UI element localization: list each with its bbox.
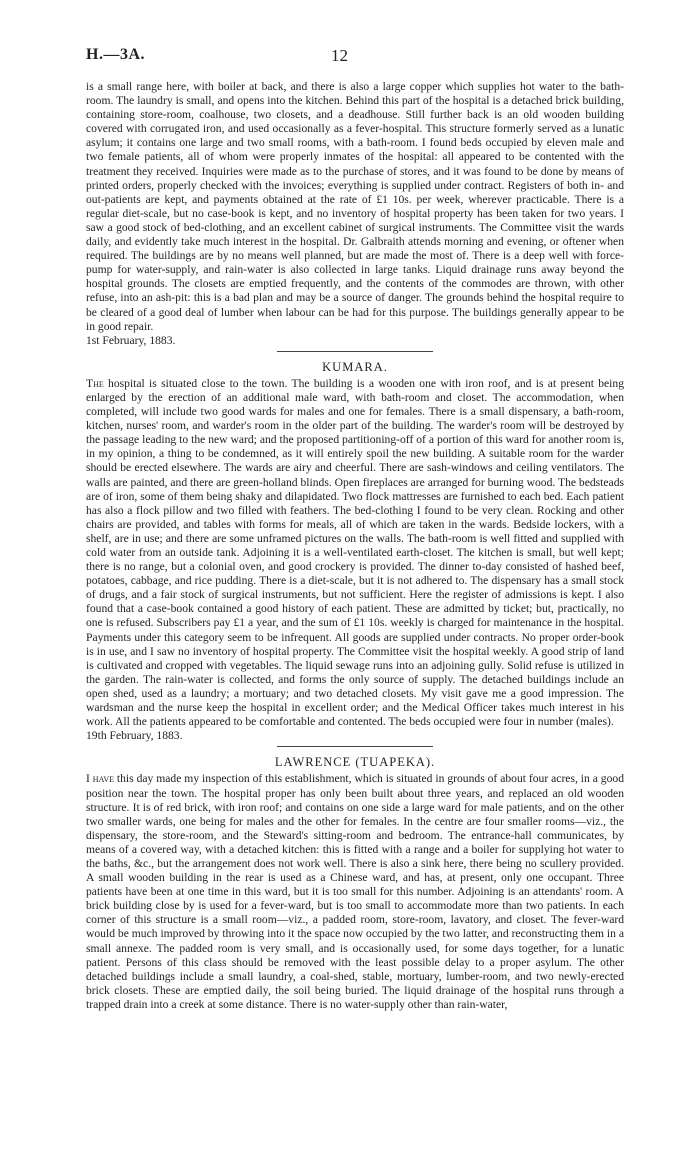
report-date: 19th February, 1883. (86, 729, 183, 743)
paragraph-text: hospital is situated close to the town. The building is a wooden one with iron roof, and is at present being enlarged by the erection of an additional male ward, with bath-room and closet. The accommodation, when completed, will include two good wards for males and one for females. There is a small dispensary, a bath-room, kitchen, nurses' room, and warder's room in the older part of the building. The warder's room will be destroyed by the passage leading to the new ward; and the proposed partitioning-off of a portion of this ward for another room is, in my opinion, a thing to be condemned, as it will entirely spoil the new building. A suitable room for the warder should be erected elsewhere. The wards are airy and cheerful. There are sash-windows and ceiling ventilators. The walls are painted, and there are green-holland blinds. Open fireplaces are arranged for burning wood. The bedsteads are of iron, some of them being shaky and dilapidated. Two flock mattresses are furnished to each bed. Each patient has also a flock pillow and two filled with feathers. The bed-clothing I found to be very clean. Rocking and other chairs are provided, and tables with forms for meals, all of which are taken in the wards. Bedside lockers, with a shelf, are in use; and there are some unframed pictures on the walls. The bath-room is well fitted and supplied with cold water from an outside tank. Adjoining it is a well-ventilated earth-closet. The kitchen is small, but well kept; there is no range, but a colonial oven, and good crockery is provided. The dinner to-day consisted of hashed beef, potatoes, cabbage, and rice pudding. There is a diet-scale, but it is not adhered to. The dispensary has a small stock of drugs, and a fair stock of surgical instruments, but not sufficient. Here the register of admissions is kept. I also found that a case-book contained a good history of each patient. These are admitted by ticket; but, practically, no one is refused. Subscribers pay £1 a year, and the sum of £1 10s. weekly is charged for maintenance in the hospital. Payments under this category seem to be infrequent. All goods are supplied under contracts. No proper order-book is in use, and I saw no inventory of hospital property. The Committee visit the hospital weekly. A good strip of land is cultivated and cropped with vegetables. The liquid sewage runs into an adjoining gully. Solid refuse is utilized in the garden. The rain-water is collected, and forms the only source of supply. The detached buildings include an open shed, used as a laundry; a mortuary; and two detached closets. My visit gave me a good impression. The wardsman and the nurse keep the hospital in excellent order; and the Medical Officer takes much interest in his work. All the patients appeared to be comfortable and contented. The beds occupied were four in number (males). (86, 376, 624, 729)
paragraph-continued: is a small range here, with boiler at back, and there is also a large copper which supplies hot water to the bath-room. The laundry is small, and opens into the kitchen. Behind this part of the hospital is a detached brick building, containing store-room, coalhouse, two closets, and a deadhouse. Still further back is an old wooden building covered with corrugated iron, and used occasionally as a fever-hospital. This structure formerly served as a lunatic asylum; it contains one large and two small rooms, with a bath-room. I found beds occupied by eleven male and two female patients, all of whom were properly inmates of the hospital: all appeared to be contented with the treatment they received. Inquiries were made as to the purchase of stores, and it was found to be done by means of printed orders, properly checked with the invoices; everything is supplied under contract. Registers of both in- and out-patients are kept, and payments obtained at the rate of £1 10s. per week, wherever practicable. There is a regular diet-scale, but no case-book is kept, and no inventory of hospital property has been taken for two years. I saw a good stock of bed-clothing, and an excellent cabinet of surgical instruments. The Committee visit the wards daily, and evidently take much interest in the hospital. Dr. Galbraith attends morning and evening, or oftener when required. The buildings are by no means well planned, but are made the most of. There is a deep well with force-pump for water-supply, and rain-water is also collected in large tanks. Liquid drainage runs away beyond the hospital grounds. The closets are emptied frequently, and the contents of the commodes are thrown, with other refuse, into an ash-pit: this is a bad plan and may be a source of danger. The grounds behind the hospital require to be cleared of a good deal of lumber when labour can be had for this purpose. The buildings generally appear to be in good repair. (86, 80, 624, 333)
document-reference: H.—3A. (86, 46, 145, 63)
page-header (86, 46, 626, 70)
report-date: 1st February, 1883. (86, 333, 176, 347)
paragraph-lawrence (86, 772, 624, 1012)
section-divider (277, 351, 433, 352)
section-heading-kumara: KUMARA. (322, 359, 388, 374)
section-divider (277, 746, 433, 747)
section-heading-lawrence: LAWRENCE (TUAPEKA). (274, 755, 436, 770)
lead-words: The (86, 376, 104, 390)
paragraph-kumara (86, 377, 624, 729)
paragraph-text: this day made my inspection of this establishment, which is situated in grounds of about four acres, in a good position near the town. The hospital proper has only been built about three years, and replaced an old wooden structure. It is of red brick, with iron roof; and contains on one side a large ward for male patients, and on the other two smaller wards, one being for males and the other for females. In the centre are four smaller rooms—viz., the dispensary, the store-room, and the Steward's sitting-room and bedroom. The entrance-hall communicates, by means of a covered way, with a detached kitchen: this is fitted with a range and a boiler for supplying hot water to the baths, &c., but the arrangement does not work well. There is also a sink here, there being no scullery provided. A small wooden building in the rear is used as a Chinese ward, and has, at present, only one occupant. Three patients have been at one time in this ward, but it is too small for this number. Adjoining is an attendants' room. A brick building close by is used for a fever-ward, but is too small to accommodate more than two patients. In each corner of this structure is a small room—viz., a padded room, store-room, lavatory, and closet. The fever-ward would be much improved by throwing into it the space now occupied by the two latter, and reconstructing them in a small annexe. The padded room is very small, and is occasionally used, for some days together, for a lunatic patient. Persons of this class should be removed with the least possible delay to a proper asylum. The other detached buildings include a small laundry, a coal-shed, stable, mortuary, lumber-room, and two newly-erected brick closets. These are emptied daily, the soil being buried. The liquid drainage of the hospital runs through a trapped drain into a creek at some distance. There is no water-supply other than rain-water, (86, 772, 624, 1011)
lead-words: I have (86, 772, 114, 786)
page-body (86, 80, 624, 1012)
page-number: 12 (331, 46, 348, 65)
